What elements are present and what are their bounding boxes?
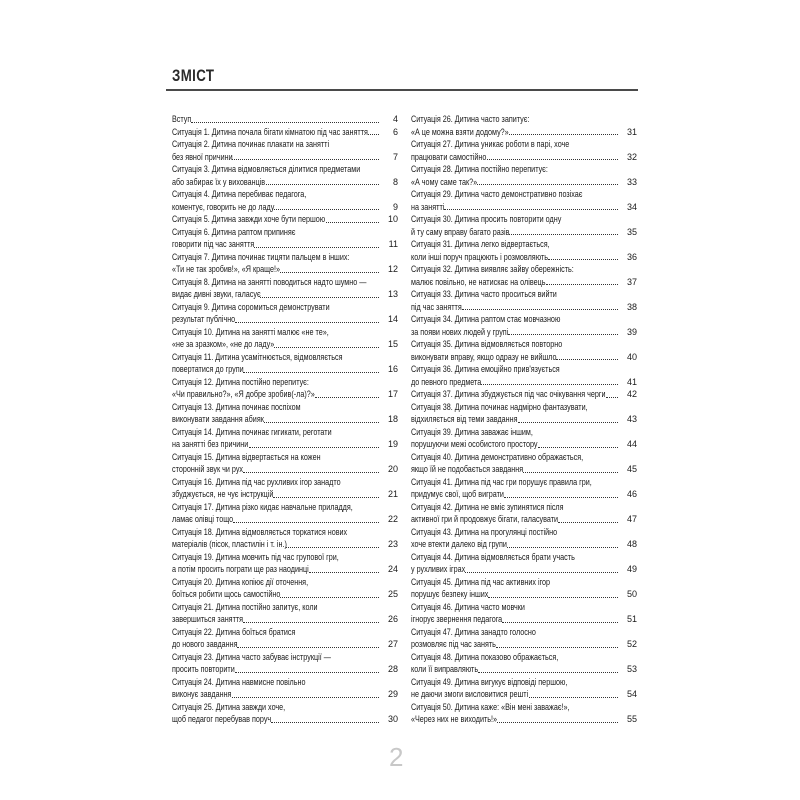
dot-leader [509,134,618,135]
toc-entry-title: матеріалів (пісок, пластилін і т. ін.) [172,539,287,549]
toc-entry [172,113,398,126]
toc-entry-page: 51 [626,614,637,624]
toc-entry-title: Ситуація 19. Дитина мовчить під час групової гри, [172,551,339,562]
toc-entry-title: «Через них не виходить!» [411,714,498,724]
dot-leader [478,672,618,673]
toc-entry-title: сторонній звук чи рух [172,464,244,474]
toc-entry-title: щоб педагог перебував поруч [172,714,272,724]
toc-entry-title: Ситуація 17. Дитина різко кидає навчальне приладдя, [172,501,353,512]
toc-entry [172,451,398,476]
dot-leader [488,597,618,598]
dot-leader [481,384,618,385]
toc-entry-page: 25 [387,589,398,599]
toc-entry-page: 26 [387,614,398,624]
toc-entry-page: 20 [387,464,398,474]
toc-entry-page: 28 [387,664,398,674]
toc-entry-title: «А чому саме так?» [411,176,478,187]
toc-entry-title: Ситуація 1. Дитина почала бігати кімнатою під час заняття [172,126,368,137]
toc-entry-title: результат публічно [172,314,236,324]
toc-entry [411,426,637,451]
toc-entry [172,351,398,376]
toc-entry-page: 30 [387,714,398,724]
toc-entry-page: 17 [387,389,398,399]
toc-entry-page: 23 [387,539,398,549]
toc-entry-page: 40 [626,351,637,362]
dot-leader [280,597,379,598]
toc-entry-title: на занятті без причини [172,439,249,449]
toc-entry [411,501,637,526]
toc-entry-page: 29 [387,689,398,699]
dot-leader [546,284,618,285]
toc-entry-page: 24 [387,564,398,574]
toc-entry-title: Ситуація 27. Дитина уникає роботи в парі, хоче [411,139,570,149]
dot-leader [243,372,379,373]
toc-entry-title: Ситуація 5. Дитина завжди хоче бути першою [172,214,326,224]
toc-entry [411,113,637,138]
dot-leader [509,234,618,235]
toc-entry-page: 37 [626,276,637,287]
dot-leader [444,209,618,210]
toc-entry-title: Ситуація 31. Дитина легко відвертається, [411,239,550,249]
dot-leader [254,247,379,248]
toc-column-left [172,113,398,726]
toc-entry-title: Ситуація 44. Дитина відмовляється брати участь [411,551,575,562]
toc-entry-page: 46 [626,489,637,499]
toc-entry-page: 13 [387,289,398,299]
dot-leader [273,497,379,498]
toc-entry [172,476,398,501]
dot-leader [326,222,379,223]
toc-entry-title: Ситуація 49. Дитина вигукує відповіді першою, [411,676,568,687]
toc-entry [411,388,637,401]
toc-entry-page: 9 [392,201,398,212]
toc-entry [172,676,398,701]
toc-entry [411,313,637,338]
dot-leader [606,397,618,398]
toc-entry-title: ігнорує звернення педагога [411,614,503,624]
dot-leader [235,322,379,323]
dot-leader [538,447,618,448]
dot-leader [504,497,618,498]
toc-entry-title: у рухливих іграх [411,564,466,574]
page-number: 2 [389,742,404,772]
toc-entry-title: до нового завдання [172,639,238,649]
toc-entry [411,401,637,426]
toc-entry [172,376,398,401]
toc-entry-title: Ситуація 16. Дитина під час рухливих ігор занадто [172,476,341,487]
toc-entry-title: малює повільно, не натискає на олівець [411,276,546,287]
toc-entry-page: 35 [626,226,637,237]
toc-entry-title: Ситуація 36. Дитина емоційно прив'язується [411,364,560,374]
dot-leader [274,209,379,210]
toc-entry-title: Ситуація 11. Дитина усамітнюється, відмовляється [172,351,343,362]
toc-entry-title: під час заняття [411,301,462,312]
dot-leader [523,472,618,473]
toc-entry-title: або забирає їх у вихованців [172,176,266,187]
toc-entry-page: 48 [626,539,637,549]
dot-leader [309,572,379,573]
toc-entry [411,188,637,213]
toc-entry [411,213,637,238]
toc-entry-page: 38 [626,301,637,312]
toc-entry [411,288,637,313]
toc-entry-title: «Чи правильно?», «Я добре зробив(-ла)?» [172,389,315,399]
toc-entry [172,426,398,451]
toc-entry-title: активної гри й продовжує бігати, галасувати [411,514,559,524]
toc-entry [411,163,637,188]
toc-entry [172,213,398,226]
toc-entry-title: хоче втекти далеко від групи [411,539,507,549]
toc-entry [411,526,637,551]
toc-entry-title: виконувати завдання абияк [172,414,264,424]
toc-entry-title: Ситуація 22. Дитина боїться братися [172,626,296,637]
toc-entry-title: Ситуація 42. Дитина не вміє зупинятися після [411,501,564,512]
dot-leader [243,472,379,473]
toc-entry [411,576,637,601]
toc-entry-title: Ситуація 46. Дитина часто мовчки [411,601,525,612]
dot-leader [280,272,379,273]
toc-entry-title: Ситуація 21. Дитина постійно запитує, коли [172,601,318,612]
toc-entry [172,301,398,326]
toc-entry [411,476,637,501]
toc-entry [172,276,398,301]
toc-entry [411,363,637,388]
toc-entry-title: працювати самостійно [411,151,487,162]
toc-entry-title: Ситуація 48. Дитина показово ображається, [411,651,559,662]
toc-entry-page: 53 [626,664,637,674]
toc-entry-title: розмовляє під час занять [411,639,496,649]
toc-entry-page: 47 [626,514,637,524]
toc-entry-title: Ситуація 14. Дитина починає гигикати, реготати [172,426,332,437]
toc-entry [172,701,398,726]
dot-leader [237,647,379,648]
toc-entry-title: Ситуація 28. Дитина постійно перепитує: [411,164,548,174]
dot-leader [264,422,379,423]
toc-entry-title: Ситуація 34. Дитина раптом стає мовчазною [411,314,561,324]
toc-entry-page: 19 [387,439,398,449]
toc-entry-title: Вступ [172,114,192,124]
toc-entry [172,163,398,188]
toc-entry-title: коментує, говорить не до ладу [172,201,275,212]
toc-entry-title: Ситуація 18. Дитина відмовляється торкатися нових [172,526,348,537]
toc-entry-title: Ситуація 8. Дитина на занятті поводиться надто шумно — [172,276,367,287]
toc-entry-title: не даючи змоги висловитися решті [411,689,529,699]
toc-entry-title: Ситуація 7. Дитина починає тицяти пальцем в інших: [172,251,350,262]
toc-entry-title: Ситуація 47. Дитина занадто голосно [411,626,536,637]
dot-leader [508,334,618,335]
dot-leader [233,522,379,523]
toc-entry-title: Ситуація 33. Дитина часто проситься вийти [411,289,557,299]
toc-entry [411,651,637,676]
dot-leader [558,522,618,523]
toc-heading: ЗМІСТ [172,66,215,85]
toc-entry-page: 8 [392,176,398,187]
toc-entry-title: якщо їй не подобається завдання [411,464,524,474]
dot-leader [191,122,379,123]
toc-entry-title: «Ти не так зробив!», «Я краще!» [172,264,280,274]
toc-entry [172,601,398,626]
dot-leader [487,159,618,160]
toc-entry-page: 41 [626,376,637,387]
toc-entry-title: порушує безпеку інших [411,589,489,599]
toc-entry-page: 7 [392,151,398,162]
toc-entry-page: 22 [387,514,398,524]
toc-entry-title: Ситуація 40. Дитина демонстративно ображається, [411,451,584,462]
toc-entry [172,551,398,576]
dot-leader [315,397,379,398]
toc-entry-title: Ситуація 43. Дитина на прогулянці постійно [411,526,558,537]
toc-entry-title: до певного предмета [411,376,482,387]
toc-entry-title: Ситуація 15. Дитина відвертається на кожен [172,451,321,462]
dot-leader [462,309,618,310]
toc-entry [172,326,398,351]
toc-entry-title: виконує завдання [172,689,232,699]
toc-entry [172,251,398,276]
toc-entry-title: видає дивні звуки, галасує [172,289,261,299]
toc-entry-title: Ситуація 20. Дитина копіює дії оточення, [172,576,309,587]
toc-entry [411,551,637,576]
toc-entry-title: Ситуація 10. Дитина на занятті малює «не те», [172,326,329,337]
toc-entry-title: збуджується, не чує інструкцій [172,489,274,499]
toc-entry-page: 16 [387,364,398,374]
toc-column-right [411,113,637,726]
dot-leader [271,722,379,723]
toc-entry [172,576,398,601]
toc-entry-title: говорити під час заняття [172,239,255,249]
toc-entry-title: Ситуація 6. Дитина раптом припиняє [172,226,296,237]
toc-entry-title: Ситуація 3. Дитина відмовляється ділитися предметами [172,164,361,174]
toc-entry-page: 14 [387,314,398,324]
dot-leader [232,159,379,160]
toc-entry-title: Ситуація 12. Дитина постійно перепитує: [172,376,309,387]
toc-entry-title: Ситуація 2. Дитина починає плакати на занятті [172,139,330,149]
toc-entry [411,263,637,288]
toc-entry-title: Ситуація 23. Дитина часто забуває інструкції — [172,651,331,662]
toc-entry-page: 45 [626,464,637,474]
toc-entry [411,601,637,626]
dot-leader [368,134,379,135]
dot-leader [497,722,618,723]
dot-leader [235,672,379,673]
toc-entry-title: Ситуація 4. Дитина перебиває педагога, [172,189,307,199]
toc-entry-page: 52 [626,639,637,649]
dot-leader [266,184,379,185]
toc-entry-title: ламає олівці тощо [172,514,234,524]
toc-entry-page: 33 [626,176,637,187]
toc-entry [172,226,398,251]
toc-entry-page: 12 [387,264,398,274]
dot-leader [286,547,379,548]
dot-leader [507,547,618,548]
toc-entry [411,338,637,363]
toc-entry-page: 32 [626,151,637,162]
toc-entry-page: 55 [626,714,637,724]
toc-entry-title: «А це можна взяти додому?» [411,126,509,137]
dot-leader [502,622,618,623]
toc-entry-title: Ситуація 24. Дитина навмисне повільно [172,676,306,687]
dot-leader [465,572,618,573]
toc-entry-page: 42 [626,389,637,399]
toc-entry-title: Ситуація 38. Дитина починає надмірно фантазувати, [411,401,588,412]
toc-entry-page: 54 [626,689,637,699]
toc-entry-title: коли її виправляють [411,664,479,674]
dot-leader [518,422,618,423]
toc-entry-page: 10 [387,214,398,224]
dot-leader [496,647,618,648]
toc-entry [172,626,398,651]
toc-entry-title: Ситуація 26. Дитина часто запитує: [411,114,530,124]
toc-entry-title: Ситуація 45. Дитина під час активних ігор [411,576,551,587]
toc-entry-page: 49 [626,564,637,574]
heading-rule [166,89,638,91]
toc-entry [411,238,637,263]
toc-entry-page: 31 [626,126,637,137]
toc-entry [411,676,637,701]
toc-entry-title: Ситуація 30. Дитина просить повторити одну [411,214,562,224]
toc-entry-page: 36 [626,251,637,262]
toc-entry [172,188,398,213]
toc-entry-title: Ситуація 32. Дитина виявляє зайву обережність: [411,264,574,274]
dot-leader [260,297,379,298]
toc-entry-page: 34 [626,201,637,212]
dot-leader [477,184,618,185]
toc-entry [411,701,637,726]
toc-entry-title: придумує свої, щоб виграти [411,489,504,499]
toc-entry [411,451,637,476]
toc-entry-title: Ситуація 13. Дитина починає поспіхом [172,401,301,412]
toc-entry-page: 11 [388,239,398,249]
toc-entry-title: виконувати вправу, якщо одразу не вийшло [411,351,557,362]
dot-leader [232,697,379,698]
toc-entry-title: на занятті [411,201,445,212]
toc-entry-title: за появи нових людей у групі [411,326,509,337]
toc-entry [172,526,398,551]
toc-entry [411,138,637,163]
toc-entry-page: 15 [387,339,398,349]
toc-entry-title: Ситуація 37. Дитина збуджується під час очікування черги [411,389,606,399]
toc-entry-page: 4 [392,114,398,124]
toc-entry-title: коли інші поруч працюють і розмовляють [411,251,548,262]
toc-entry-page: 6 [392,126,398,137]
toc-entry-title: повертатися до групи [172,364,244,374]
toc-entry [411,626,637,651]
toc-entry-title: Ситуація 29. Дитина часто демонстративно позіхає [411,189,583,199]
toc-entry [172,501,398,526]
dot-leader [249,447,379,448]
toc-entry-page: 18 [387,414,398,424]
toc-entry-page: 44 [626,439,637,449]
dot-leader [274,347,379,348]
toc-entry [172,138,398,163]
toc-entry-title: Ситуація 39. Дитина заважає іншим, [411,426,533,437]
dot-leader [556,359,618,360]
toc-entry-title: боїться робити щось самостійно [172,589,281,599]
dot-leader [243,622,379,623]
toc-entry-title: а потім просить пограти ще раз наодинці [172,564,309,574]
toc-entry-page: 43 [626,414,637,424]
toc-entry [172,401,398,426]
toc-entry-title: порушуючи межі особистого простору [411,439,538,449]
toc-entry [172,126,398,139]
toc-entry-title: Ситуація 9. Дитина соромиться демонструвати [172,301,330,312]
toc-entry-title: просить повторити [172,664,235,674]
toc-entry-page: 50 [626,589,637,599]
toc-entry-title: й ту саму вправу багато разів [411,226,510,237]
toc-entry-title: відхиляється від теми завдання [411,414,518,424]
toc-entry [172,651,398,676]
dot-leader [548,259,618,260]
toc-entry-title: Ситуація 35. Дитина відмовляється повторно [411,339,563,349]
toc-entry-title: «не за зразком», «не до ладу» [172,339,275,349]
toc-entry-title: Ситуація 41. Дитина під час гри порушує правила гри, [411,476,592,487]
toc-entry-page: 27 [387,639,398,649]
toc-entry-title: завершиться заняття [172,614,244,624]
toc-entry-title: Ситуація 50. Дитина каже: «Він мені заважає!», [411,701,570,712]
toc-entry-title: Ситуація 25. Дитина завжди хоче, [172,701,286,712]
toc-entry-title: без явної причини [172,151,233,162]
toc-entry-page: 39 [626,326,637,337]
toc-entry-page: 21 [387,489,398,499]
dot-leader [529,697,618,698]
